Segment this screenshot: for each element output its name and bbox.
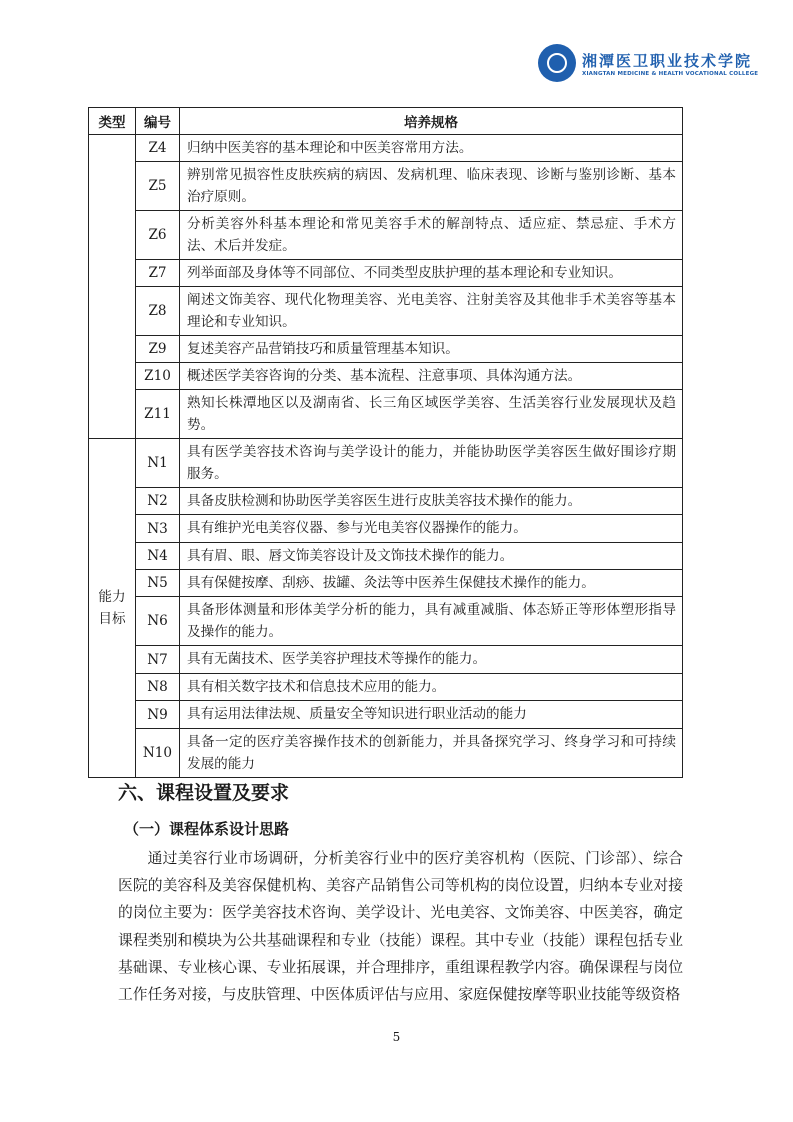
logo-name-en: XIANGTAN MEDICINE & HEALTH VOCATIONAL COLLEGE [582,70,759,77]
code-cell: N5 [136,570,180,597]
spec-cell: 阐述文饰美容、现代化物理美容、光电美容、注射美容及其他非手术美容等基本理论和专业知识。 [180,287,683,336]
code-cell: Z7 [136,260,180,287]
type-cell: 能力 目标 [89,439,136,778]
code-cell: Z4 [136,135,180,162]
code-cell: Z11 [136,390,180,439]
code-cell: Z6 [136,211,180,260]
spec-cell: 具有保健按摩、刮痧、拔罐、灸法等中医养生保健技术操作的能力。 [180,570,683,597]
table-header-row [89,108,683,135]
spec-cell: 具有维护光电美容仪器、参与光电美容仪器操作的能力。 [180,515,683,543]
code-cell: N10 [136,729,180,778]
spec-cell: 具有医学美容技术咨询与美学设计的能力，并能协助医学美容医生做好围诊疗期服务。 [180,439,683,488]
spec-cell: 复述美容产品营销技巧和质量管理基本知识。 [180,336,683,363]
table-row [89,701,683,729]
code-cell: N8 [136,674,180,701]
code-cell: Z9 [136,336,180,363]
table-row [89,488,683,515]
logo-name-cn: 湘潭医卫职业技术学院 [582,51,753,70]
training-specs-table [88,107,683,778]
table-row [89,543,683,570]
header-spec: 培养规格 [180,108,683,135]
table-row [89,439,683,488]
college-seal-icon [538,44,576,82]
spec-cell: 具有眉、眼、唇文饰美容设计及文饰技术操作的能力。 [180,543,683,570]
code-cell: Z8 [136,287,180,336]
spec-cell: 具备一定的医疗美容操作技术的创新能力，并具备探究学习、终身学习和可持续发展的能力 [180,729,683,778]
section-subtitle: （一）课程体系设计思路 [124,820,290,838]
table-row [89,729,683,778]
code-cell: N2 [136,488,180,515]
table-row [89,646,683,674]
type-cell [89,135,136,439]
code-cell: Z5 [136,162,180,211]
spec-cell: 熟知长株潭地区以及湖南省、长三角区域医学美容、生活美容行业发展现状及趋势。 [180,390,683,439]
header-code: 编号 [136,108,180,135]
table-row [89,570,683,597]
spec-cell: 具备皮肤检测和协助医学美容医生进行皮肤美容技术操作的能力。 [180,488,683,515]
spec-cell: 列举面部及身体等不同部位、不同类型皮肤护理的基本理论和专业知识。 [180,260,683,287]
table-row [89,287,683,336]
code-cell: N1 [136,439,180,488]
table-row [89,162,683,211]
header-type: 类型 [89,108,136,135]
spec-cell: 具备形体测量和形体美学分析的能力，具有减重减脂、体态矫正等形体塑形指导及操作的能力。 [180,597,683,646]
table-row [89,211,683,260]
code-cell: N4 [136,543,180,570]
spec-cell: 归纳中医美容的基本理论和中医美容常用方法。 [180,135,683,162]
code-cell: Z10 [136,363,180,390]
code-cell: N7 [136,646,180,674]
table-row [89,260,683,287]
code-cell: N6 [136,597,180,646]
code-cell: N9 [136,701,180,729]
body-paragraph: 通过美容行业市场调研，分析美容行业中的医疗美容机构（医院、门诊部）、综合医院的美容科及美容保健机构、美容产品销售公司等机构的岗位设置，归纳本专业对接的岗位主要为：医学美容技术咨询、美学设计、光电美容、文饰美容、中医美容，确定课程类别和模块为公共基础课程和专业（技能）课程。其中专业（技能）课程包括专业基础课、专业核心课、专业拓展课，并合理排序，重组课程教学内容。确保课程与岗位工作任务对接，与皮肤管理、中医体质评估与应用、家庭保健按摩等职业技能等级资格 [118,850,683,1004]
table-row [89,135,683,162]
table-row [89,363,683,390]
spec-cell: 具有相关数字技术和信息技术应用的能力。 [180,674,683,701]
table-row [89,515,683,543]
page-number: 5 [392,1030,401,1044]
spec-cell: 概述医学美容咨询的分类、基本流程、注意事项、具体沟通方法。 [180,363,683,390]
section-title: 六、课程设置及要求 [118,782,290,804]
spec-cell: 具有无菌技术、医学美容护理技术等操作的能力。 [180,646,683,674]
spec-cell: 辨别常见损容性皮肤疾病的病因、发病机理、临床表现、诊断与鉴别诊断、基本治疗原则。 [180,162,683,211]
table-row [89,674,683,701]
table-row [89,336,683,363]
spec-cell: 具有运用法律法规、质量安全等知识进行职业活动的能力 [180,701,683,729]
table-row [89,597,683,646]
spec-cell: 分析美容外科基本理论和常见美容手术的解剖特点、适应症、禁忌症、手术方法、术后并发症。 [180,211,683,260]
table-row [89,390,683,439]
college-logo [538,44,758,82]
code-cell: N3 [136,515,180,543]
